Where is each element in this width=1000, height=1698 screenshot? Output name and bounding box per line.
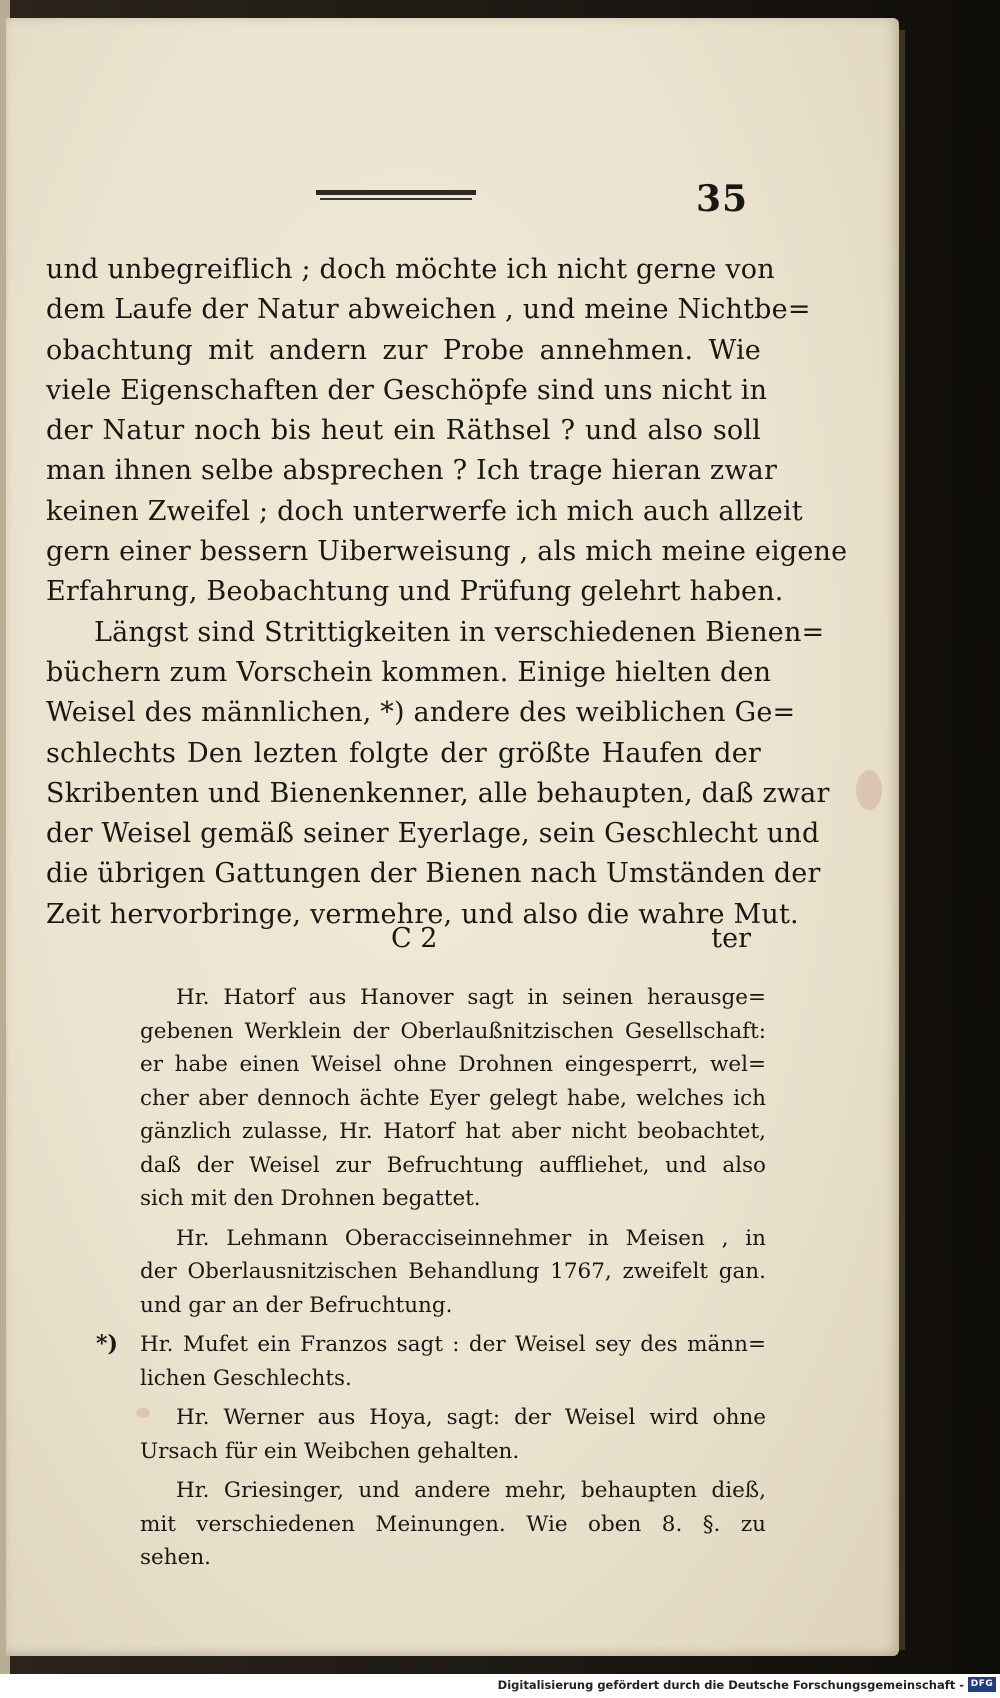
footnote bbox=[96, 1328, 766, 1395]
footnote-line: gebenen Werklein der Oberlaußnitzischen Gesellschaft: bbox=[140, 1018, 766, 1044]
footnote-line: sich mit den Drohnen begattet. bbox=[140, 1186, 481, 1211]
text-line: keinen Zweifel ; doch unterwerfe ich mich auch allzeit bbox=[46, 495, 803, 527]
text-line: obachtung mit andern zur Probe annehmen. Wie bbox=[46, 334, 761, 366]
text-line: der Weisel gemäß seiner Eyerlage, sein Geschlecht und bbox=[46, 818, 820, 850]
text-line: Zeit hervorbringe, vermehre, und also die wahre Mut. bbox=[46, 898, 799, 930]
text-line: Weisel des männlichen, *) andere des weiblichen Ge= bbox=[46, 697, 796, 729]
footnote-line: er habe einen Weisel ohne Drohnen eingesperrt, wel= bbox=[140, 1052, 766, 1077]
footnote-line: sehen. bbox=[140, 1545, 212, 1570]
text-line: viele Eigenschaften der Geschöpfe sind uns nicht in bbox=[46, 374, 768, 406]
page-right-edge bbox=[899, 30, 905, 1650]
text-line: Erfahrung, Beobachtung und Prüfung gelehrt haben. bbox=[46, 576, 784, 608]
text-line: schlechts Den lezten folgte der größte Haufen der bbox=[46, 737, 761, 769]
text-line: Längst sind Strittigkeiten in verschiedenen Bienen= bbox=[94, 616, 825, 648]
stain-spot bbox=[856, 770, 882, 810]
digitization-footer bbox=[0, 1674, 1000, 1698]
footnote bbox=[96, 981, 766, 1216]
footnote bbox=[96, 1474, 766, 1575]
text-line: büchern zum Vorschein kommen. Einige hielten den bbox=[46, 656, 772, 688]
text-line: der Natur noch bis heut ein Räthsel ? und also soll bbox=[46, 415, 761, 447]
text-line: und unbegreiflich ; doch möchte ich nicht gerne von bbox=[46, 254, 775, 285]
dfg-logo-icon: DFG bbox=[968, 1677, 996, 1692]
footnote-line: Hr. Griesinger, und andere mehr, behaupten dieß, bbox=[176, 1478, 766, 1503]
text-line: die übrigen Gattungen der Bienen nach Umständen der bbox=[46, 858, 821, 890]
footnote-line: der Oberlausnitzischen Behandlung 1767, zweifelt gan. bbox=[140, 1259, 766, 1284]
text-line: gern einer bessern Uiberweisung , als mich meine eigene bbox=[46, 536, 848, 568]
footnote-line: gänzlich zulasse, Hr. Hatorf hat aber nicht beobachtet, bbox=[140, 1119, 766, 1144]
text-line: Skribenten und Bienenkenner, alle behaupten, daß zwar bbox=[46, 777, 830, 809]
footnote bbox=[96, 1401, 766, 1468]
catchword: ter bbox=[711, 923, 751, 954]
footnote bbox=[96, 1222, 766, 1323]
footnote-line: cher aber dennoch ächte Eyer gelegt habe, welches ich bbox=[140, 1085, 766, 1111]
footnote-marker: *) bbox=[96, 1331, 118, 1357]
stain-spot bbox=[136, 1408, 150, 1418]
footnote-line: lichen Geschlechts. bbox=[140, 1365, 352, 1391]
footnote-line: Ursach für ein Weibchen gehalten. bbox=[140, 1438, 520, 1464]
funding-credit: Digitalisierung gefördert durch die Deutsche Forschungsgemeinschaft - bbox=[497, 1678, 964, 1692]
footnote-line: Hr. Hatorf aus Hanover sagt in seinen herausge= bbox=[176, 985, 766, 1010]
signature-line bbox=[46, 923, 761, 959]
text-line: man ihnen selbe absprechen ? Ich trage hieran zwar bbox=[46, 455, 778, 487]
main-text-block bbox=[46, 250, 848, 935]
footnote-line: Hr. Werner aus Hoya, sagt: der Weisel wird ohne bbox=[176, 1405, 766, 1430]
text-line: dem Laufe der Natur abweichen , und meine Nichtbe= bbox=[46, 294, 811, 326]
book-page bbox=[6, 18, 899, 1656]
footnote-line: daß der Weisel zur Befruchtung auffliehet, und also bbox=[140, 1152, 766, 1178]
footnotes-block bbox=[96, 981, 766, 1581]
footnote-line: und gar an der Befruchtung. bbox=[140, 1292, 453, 1318]
footnote-line: mit verschiedenen Meinungen. Wie oben 8. §. zu bbox=[140, 1511, 766, 1537]
signature-mark: C 2 bbox=[391, 923, 438, 954]
page-number: 35 bbox=[696, 178, 749, 220]
header-ornament-rule bbox=[316, 188, 476, 202]
footnote-line: Hr. Lehmann Oberacciseinnehmer in Meisen , in bbox=[176, 1225, 766, 1251]
footnote-line: Hr. Mufet ein Franzos sagt : der Weisel sey des männ= bbox=[140, 1332, 766, 1357]
